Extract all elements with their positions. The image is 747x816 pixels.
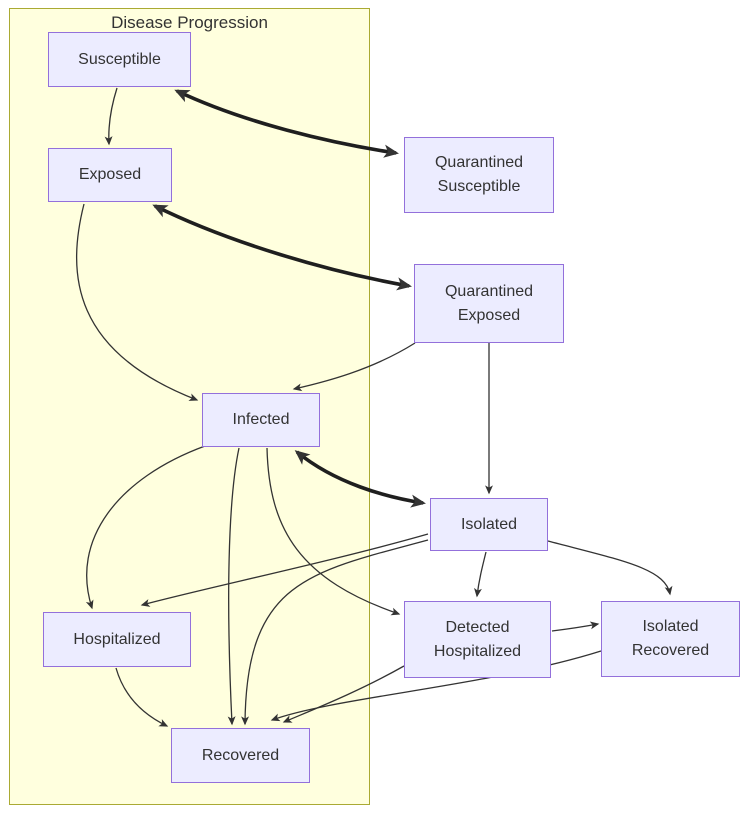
node-label: Recovered [201, 746, 280, 764]
node-label: Susceptible [437, 178, 521, 195]
node-label: Isolated [642, 618, 699, 635]
node-label: Isolated [460, 515, 518, 533]
node-isolated-recovered [601, 601, 740, 677]
node-label: Quarantined [434, 154, 524, 171]
node-label: Hospitalized [433, 642, 522, 660]
edge-isolated-to-detected-hospitalized [477, 552, 486, 596]
node-label: Exposed [78, 166, 142, 183]
node-label: Quarantined [444, 282, 534, 300]
node-label: Infected [232, 411, 290, 428]
cluster-title: Disease Progression [111, 13, 268, 32]
edge-detected-hospitalized-to-isolated-recovered [552, 624, 598, 631]
node-isolated [430, 498, 548, 551]
node-label: Hospitalized [73, 630, 161, 648]
node-label: Detected [445, 618, 510, 636]
node-exposed [48, 148, 172, 202]
node-quarantined-exposed [414, 264, 564, 343]
node-detected-hospitalized [404, 601, 551, 678]
node-recovered [171, 728, 310, 783]
edge-isolated-to-isolated-recovered [548, 541, 670, 594]
node-hospitalized [43, 612, 191, 667]
node-infected [202, 393, 320, 447]
node-label: Recovered [631, 642, 710, 659]
node-susceptible [48, 32, 191, 87]
node-label: Exposed [457, 306, 521, 324]
node-quarantined-susceptible [404, 137, 554, 213]
node-label: Susceptible [78, 50, 161, 68]
